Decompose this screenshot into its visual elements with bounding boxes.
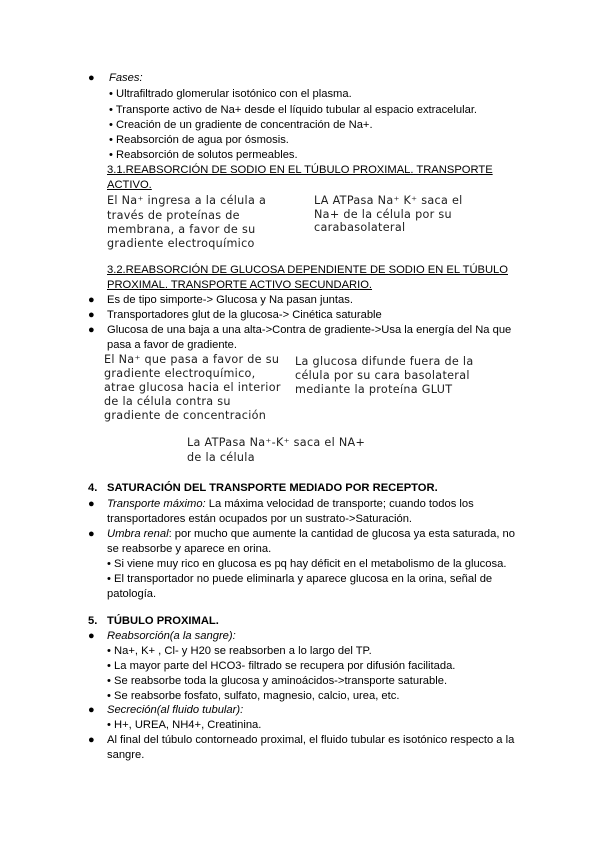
caption-line: El Na⁺ ingresa a la célula a [107,194,267,207]
s4-sub-2: • El transportador no puede eliminarla y aparece glucosa en la orina, señal de [107,573,493,585]
bullet-dot: ● [88,528,95,540]
bullet-dot: ● [88,734,95,746]
section-4-title: SATURACIÓN DEL TRANSPORTE MEDIADO POR RECEPTOR. [107,482,438,494]
fases-item-1: • Ultrafiltrado glomerular isotónico con el plasma. [109,88,352,100]
s4-sub-1: • Si viene muy rico en glucosa es pq hay déficit en el metabolismo de la glucosa. [107,558,507,570]
caption-line: célula por su cara basolateral [295,369,470,382]
s4-bullet-2-text: : por mucho que aumente la cantidad de glucosa ya esta saturada, no [168,528,515,540]
caption-line: LA ATPasa Na⁺ K⁺ saca el [314,194,463,207]
caption-line: de la célula [187,451,255,464]
section-5-title: TÚBULO PROXIMAL. [107,615,219,627]
caption-line: La ATPasa Na⁺-K⁺ saca el NA+ [187,436,366,449]
bullet-dot: ● [88,324,95,336]
section-3-1-title-line1: 3.1.REABSORCIÓN DE SODIO EN EL TÚBULO PROXIMAL. TRANSPORTE [107,164,493,176]
s4-bullet-2 [107,527,515,542]
s5-secr-label: Secreción(al fluido tubular): [107,704,244,716]
caption-line: Na+ de la célula por su [314,208,452,221]
section-3-1-title-line2: ACTIVO. [107,179,152,191]
section-3-2-title-line1: 3.2.REABSORCIÓN DE GLUCOSA DEPENDIENTE DE SODIO EN EL TÚBULO [107,264,508,276]
caption-line: de la célula contra su [104,395,231,408]
fases-item-5: • Reabsorción de solutos permeables. [109,149,298,161]
fases-item-2: • Transporte activo de Na+ desde el líquido tubular al espacio extracelular. [109,104,478,116]
s32-bullet-1: Es de tipo simporte-> Glucosa y Na pasan juntas. [107,294,353,306]
bullet-dot: ● [88,309,95,321]
caption-line: mediante la proteína GLUT [295,383,453,396]
s4-bullet-1-text: La máxima velocidad de transporte; cuando todos los [205,498,474,510]
fases-label: Fases: [109,72,143,84]
caption-line: gradiente electroquímico [107,237,255,250]
section-5-number: 5. [88,615,98,627]
bullet-dot: ● [88,498,95,510]
bullet-dot: ● [88,294,95,306]
section-3-2-title-line2: PROXIMAL. TRANSPORTE ACTIVO SECUNDARIO. [107,279,373,291]
caption-line: carabasolateral [314,221,406,234]
s5-final: Al final del túbulo contorneado proximal, el fluido tubular es isotónico respecto a la [107,734,515,746]
s5-reab-item-3: • Se reabsorbe toda la glucosa y aminoácidos->transporte saturable. [107,675,448,687]
caption-line: gradiente de concentración [104,409,267,422]
s32-bullet-3: Glucosa de una baja a una alta->Contra de gradiente->Usa la energía del Na que [107,324,512,336]
caption-line: gradiente electroquímico, [104,367,256,380]
s5-reab-label: Reabsorción(a la sangre): [107,630,236,642]
s5-reab-item-1: • Na+, K+ , Cl- y H20 se reabsorben a lo largo del TP. [107,645,372,657]
caption-line: membrana, a favor de su [107,223,256,236]
s32-bullet-2: Transportadores glut de la glucosa-> Cinética saturable [107,309,382,321]
fases-item-3: • Creación de un gradiente de concentración de Na+. [109,119,373,131]
caption-line: La glucosa difunde fuera de la [295,355,474,368]
caption-line: atrae glucosa hacia el interior [104,381,281,394]
s5-reab-item-4: • Se reabsorbe fosfato, sulfato, magnesio, calcio, urea, etc. [107,690,400,702]
s4-sub-2-cont: patología. [107,588,157,600]
s5-reab-item-2: • La mayor parte del HCO3- filtrado se recupera por difusión facilitada. [107,660,456,672]
caption-line: través de proteínas de [107,209,240,222]
s4-bullet-2-cont: se reabsorbe y aparece en orina. [107,543,272,555]
fases-item-4: • Reabsorción de agua por ósmosis. [109,134,289,146]
s4-bullet-2-label: Umbra renal [107,528,169,540]
s32-bullet-3-cont: pasa a favor de gradiente. [107,339,237,351]
s4-bullet-1-cont: transportadores están ocupados por un sustrato->Saturación. [107,513,413,525]
s4-bullet-1 [107,497,474,512]
bullet-dot: ● [88,704,95,716]
s5-secr-item: • H+, UREA, NH4+, Creatinina. [107,719,262,731]
bullet-dot: ● [88,72,95,84]
section-4-number: 4. [88,482,98,494]
bullet-dot: ● [88,630,95,642]
s4-bullet-1-label: Transporte máximo: [107,498,206,510]
s5-final-cont: sangre. [107,749,145,761]
caption-line: El Na⁺ que pasa a favor de su [104,353,280,366]
